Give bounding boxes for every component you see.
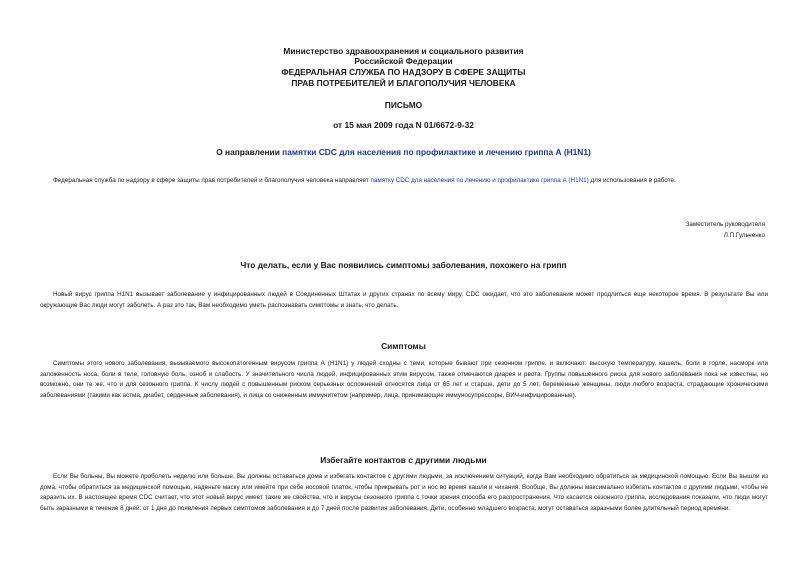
intro-paragraph (40, 176, 768, 187)
agency-name-line1: ФЕДЕРАЛЬНАЯ СЛУЖБА ПО НАДЗОРУ В СФЕРЕ ЗАЩИТЫ (281, 67, 526, 77)
document-subject (0, 147, 807, 157)
signature-block (686, 220, 765, 241)
ministry-name: Министерство здравоохранения и социального развития (283, 46, 524, 56)
agency-name-line2: ПРАВ ПОТРЕБИТЕЛЕЙ И БЛАГОПОЛУЧИЯ ЧЕЛОВЕКА (291, 78, 516, 88)
section-text-what-to-do: Новый вирус гриппа H1N1 вызывает заболевание у инфицированных людей в Соединенных Штатах и других странах по всему миру. CDC ожидает, что это заболевание может продлиться еще некоторое время. В результате Вы или окружающие Вас люди могут заболеть. А раз это так, Вам необходимо уметь распознавать симптомы и знать, что делать. (40, 291, 768, 309)
signature-position: Заместитель руководителя (685, 221, 765, 228)
signature-name: Л.П.Гульченко (723, 231, 765, 239)
section-title-avoid-contact: Избегайте контактов с другими людьми (320, 455, 487, 465)
subject-link[interactable]: памятки CDC для населения по профилактике и лечению гриппа А (H1N1) (282, 147, 591, 157)
intro-link[interactable]: памятку CDC для населения по лечению и профилактике гриппа А (H1N1) (370, 177, 589, 184)
section-text-avoid-contact: Если Вы больны, Вы можете проболеть неделю или больше. Вы должны оставаться дома и избегать контактов с другими людьми, за исключением ситуаций, когда Вам необходимо обратиться за медицинской помощью. Если Вы вышли из дома, чтобы обратиться за медицинской помощью, наденьте маску или имейте при себе носовой платок, чтобы прикрывать рот и нос во время кашля и чихания. Вообще, Вы должны максимально избегать контактов с другими людьми, чтобы не заразить их. В настоящее время CDC считает, что этот новый вирус имеет такие же свойства, что и вирусы сезонного гриппа с точки зрения способа его распространения. Что касается сезонного гриппа, исследования показали, что люди могут быть заразными в течение 8 дней: от 1 дня до появления первых симптомов заболевания и до 7 дней после развития заболевания. Дети, особенно младшего возраста, могут оставаться заразными более длительный период времени. (40, 473, 768, 512)
section-title-what-to-do: Что делать, если у Вас появились симптомы заболевания, похожего на грипп (240, 260, 567, 270)
subject-prefix: О направлении (216, 147, 283, 157)
section-title-symptoms: Симптомы (381, 341, 426, 351)
document-type: ПИСЬМО (384, 100, 423, 110)
section-text-symptoms: Симптомы этого нового заболевания, вызываемого высокопатогенным вирусом гриппа А (H1N1) у людей сходны с теми, которые бывают при сезонном гриппе, и включают: высокую температуру, кашель, боли в горле, насморк или заложенность носа, боли в теле, головную боль, озноб и слабость. У значительного числа людей, инфицированных этим вирусом, также отмечаются диарея и рвота. Группы повышенного риска для нового заболевания пока не известны, но возможно, они те же, что и для сезонного гриппа. К числу людей с повышенным риском серьезных осложнений относятся лица от 65 лет и старше, дети до 5 лет, беременные женщины, люди любого возраста, страдающие хроническими заболеваниями (такими как астма, диабет, сердечные заболевания), и лица со сниженным иммунитетом (например, лица, принимающие иммуносупрессоры, ВИЧ-инфицированные). (40, 360, 768, 399)
intro-text-before: Федеральная служба по надзору в сфере защиты прав потребителей и благополучия человека направляет (53, 177, 371, 184)
document-date-number: от 15 мая 2009 года N 01/6672-9-32 (333, 120, 474, 130)
intro-text-after: для использования в работе. (588, 177, 676, 184)
country-name: Российской Федерации (354, 56, 453, 66)
